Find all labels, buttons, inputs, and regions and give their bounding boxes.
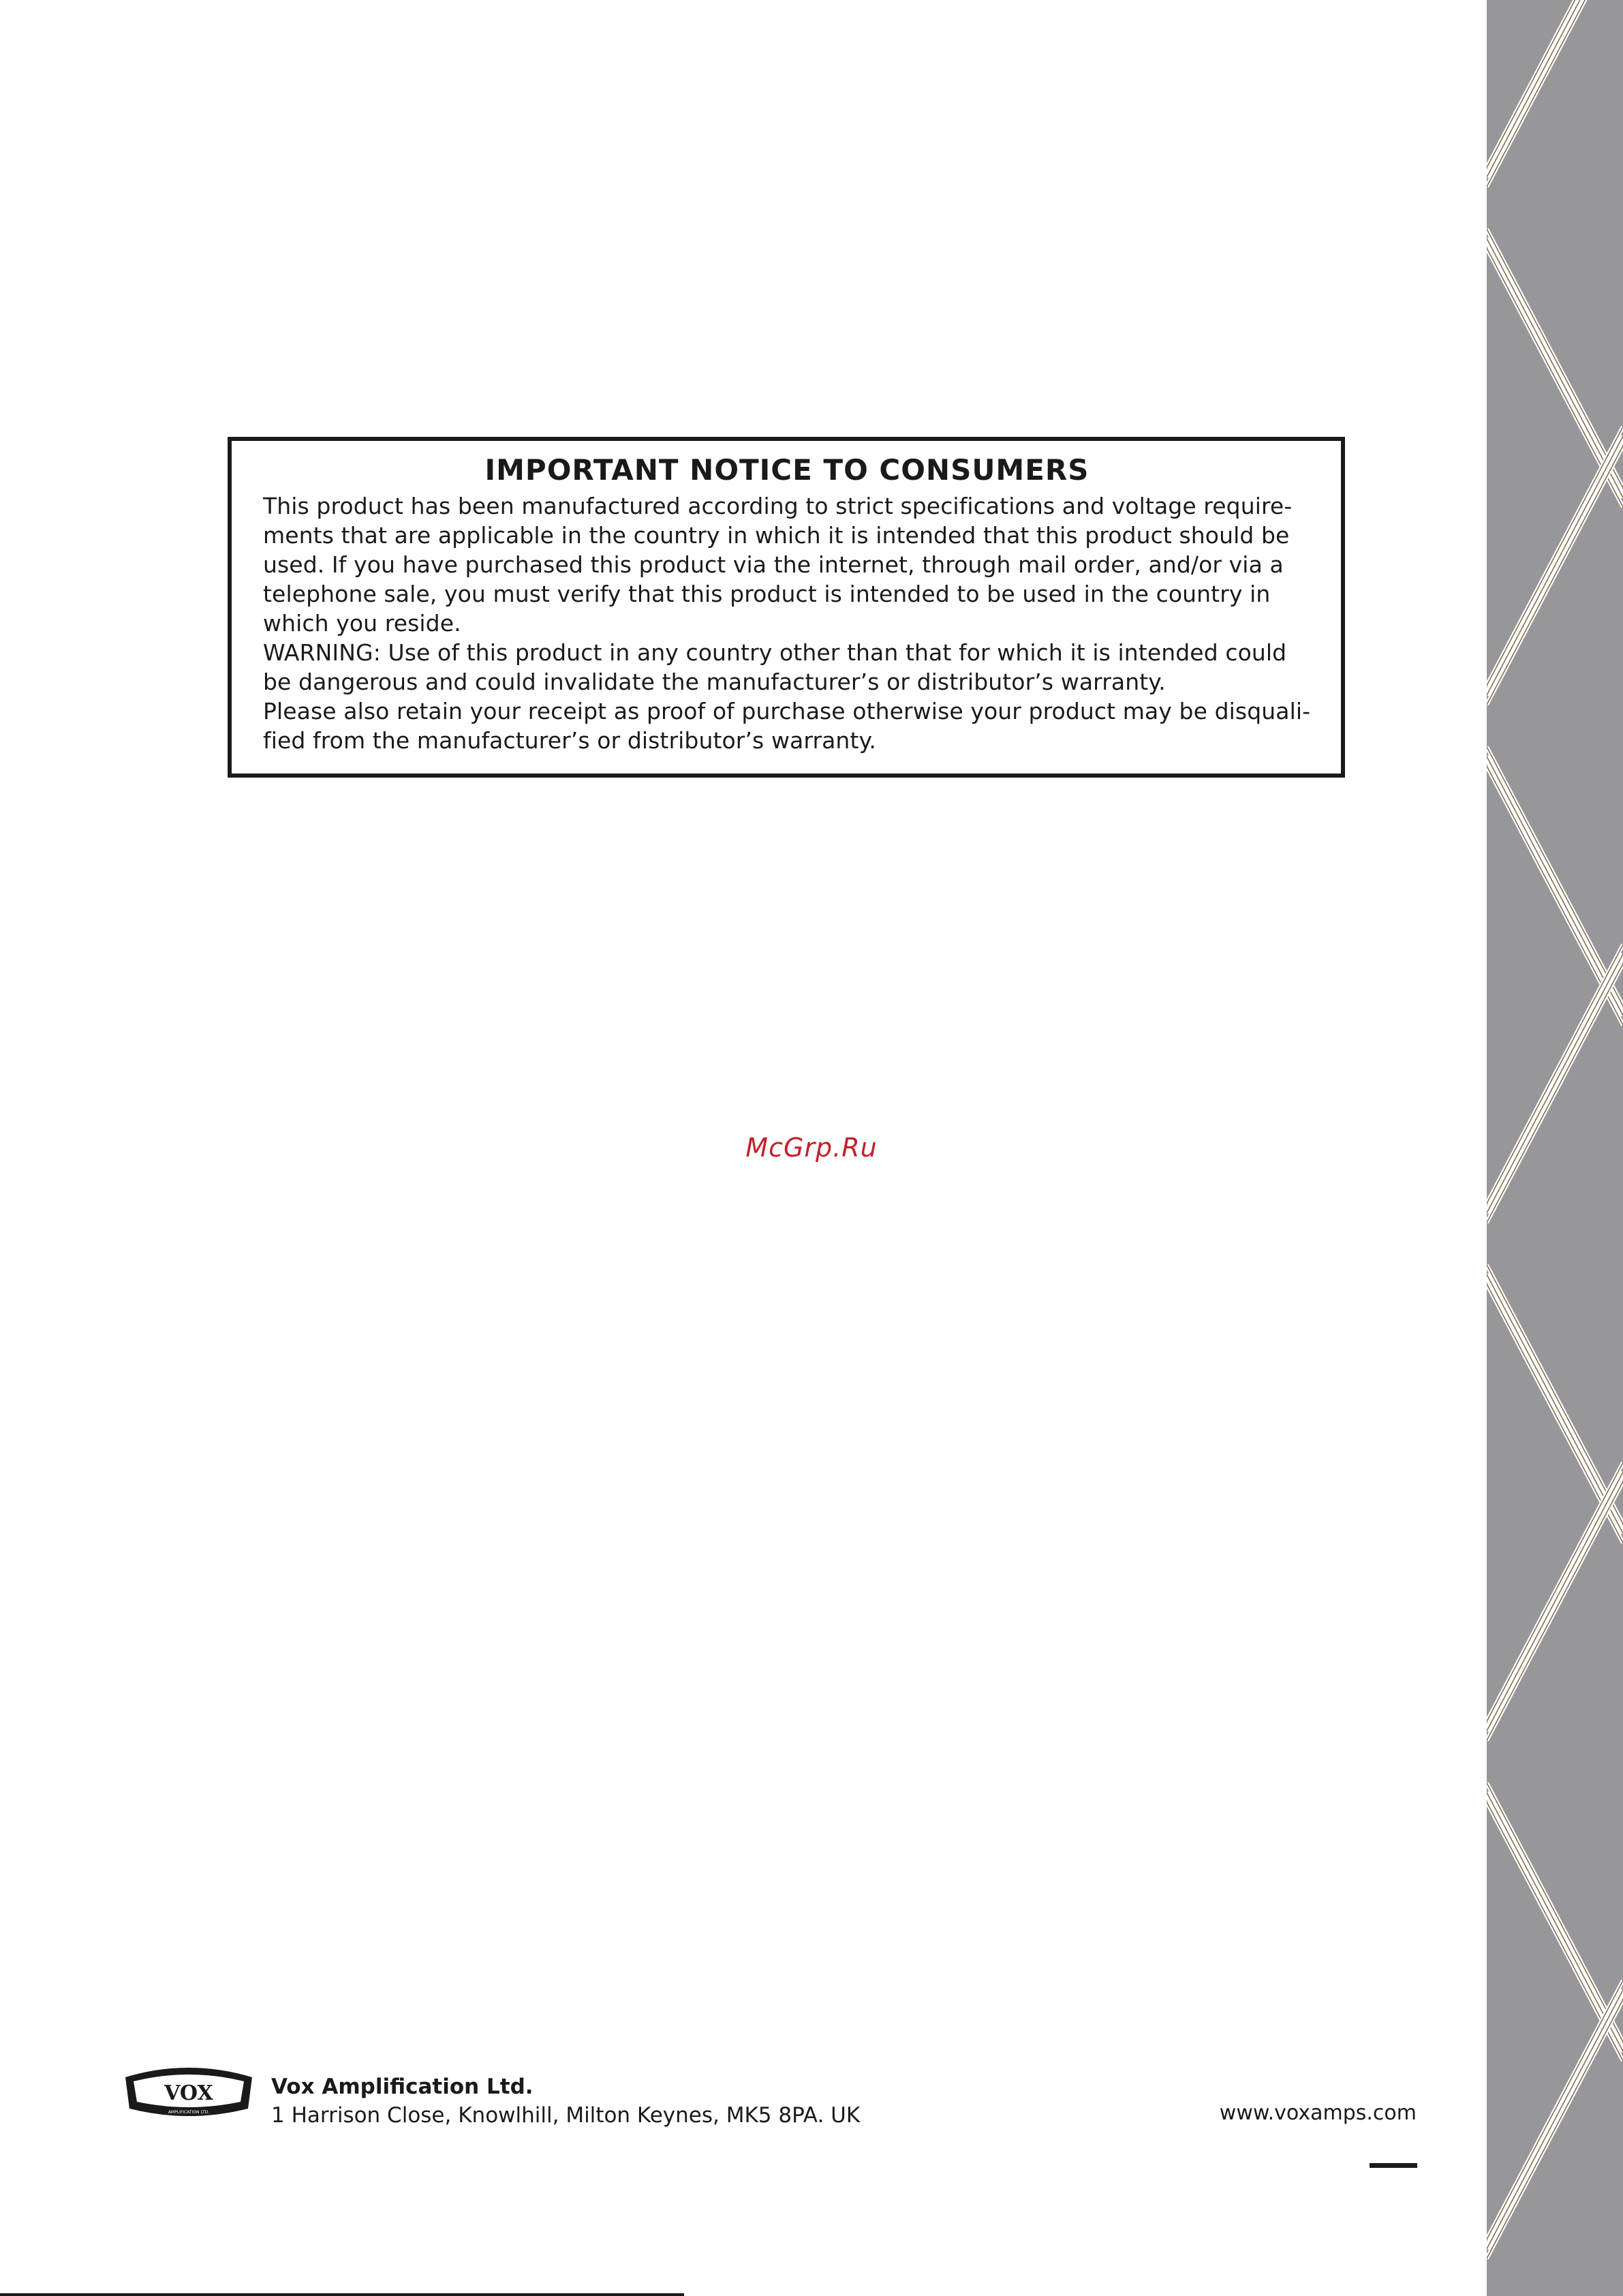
vox-logo-subtext: AMPLIFICATION LTD. <box>168 2110 210 2115</box>
notice-title: IMPORTANT NOTICE TO CONSUMERS <box>484 453 1089 487</box>
vox-logo-text: VOX <box>164 2081 213 2105</box>
vox-logo <box>117 2061 260 2122</box>
notice-paragraph-warning: WARNING: Use of this product in any country other than that for which it is intended could be dangerous and could invalidate the manufacturer’s or distributor’s warranty. <box>263 639 1287 696</box>
company-name: Vox Amplification Ltd. <box>271 2075 534 2099</box>
bottom-rule <box>0 2293 684 2296</box>
company-address: 1 Harrison Close, Knowlhill, Milton Keynes, MK5 8PA. UK <box>271 2103 861 2128</box>
important-notice-box <box>228 437 1345 778</box>
notice-paragraph-receipt: Please also retain your receipt as proof of purchase otherwise your product may be disquali-fied from the manufacturer’s or distributor’s warranty. <box>263 698 1311 754</box>
page-marker-dash <box>1370 2163 1417 2168</box>
watermark-link[interactable]: McGrp.Ru <box>745 1133 878 1163</box>
website-link[interactable]: www.voxamps.com <box>1219 2101 1417 2125</box>
notice-paragraph-specifications: This product has been manufactured according to strict specifications and voltage require-ments that are applicable in the country in which it is intended that this product should be used. If you have purchased this product via the internet, through mail order, and/or via a telephone sale, you must verify that this product is intended to be used in the country in which you reside. <box>263 493 1293 637</box>
